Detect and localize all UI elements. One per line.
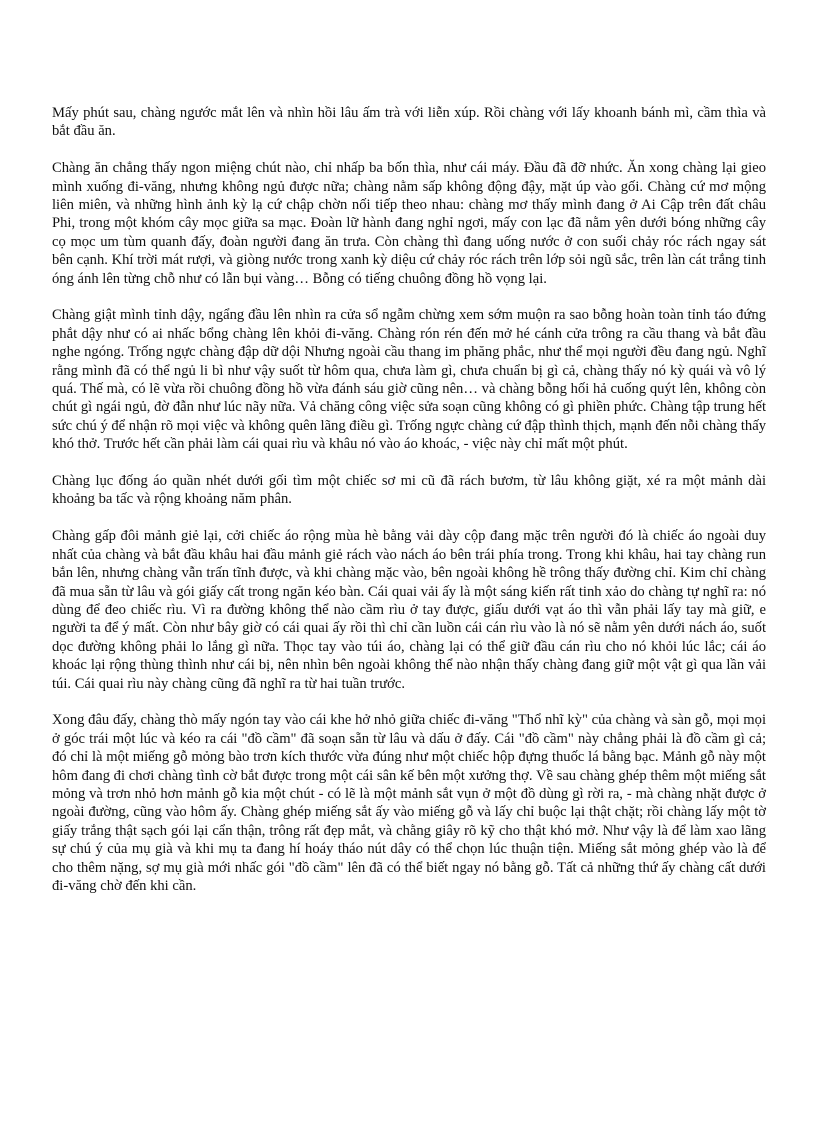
paragraph-2: Chàng ăn chẳng thấy ngon miệng chút nào, chỉ nhấp ba bốn thìa, như cái máy. Đầu đã đỡ nhức. Ăn xong chàng lại gieo mình xuống đi-văng, nhưng không ngủ được nữa; chàng nằm sấp không động đậy, mặt úp vào gối. Chàng cứ mơ mộng liên miên, và những hình ảnh kỳ lạ cứ chập chờn nối tiếp theo nhau: chàng mơ thấy mình đang ở Ai Cập trên đất châu Phi, trong một khóm cây mọc giữa sa mạc. Đoàn lữ hành đang nghỉ ngơi, mấy con lạc đã nằm yên dưới bóng những cây cọ mọc um tùm quanh đấy, đoàn người đang ăn trưa. Còn chàng thì đang uống nước ở con suối chảy róc rách ngay sát bên cạnh. Khí trời mát rượi, và giòng nước trong xanh kỳ diệu cứ chảy róc rách trên lớp sỏi ngũ sắc, trên làn cát trắng tinh óng ánh lên từng chỗ như có lẫn bụi vàng… Bỗng có tiếng chuông đồng hồ vọng lại. (52, 160, 766, 287)
document-page (52, 104, 766, 914)
paragraph-1: Mấy phút sau, chàng ngước mắt lên và nhìn hồi lâu ấm trà với liễn xúp. Rồi chàng với lấy khoanh bánh mì, cầm thìa và bắt đầu ăn. (52, 105, 766, 140)
paragraph-6: Xong đâu đấy, chàng thò mấy ngón tay vào cái khe hở nhỏ giữa chiếc đi-văng "Thổ nhĩ kỳ" của chàng và sàn gỗ, mọi mọi ở góc trái một lúc và kéo ra cái "đồ cầm" đã soạn sẵn từ lâu và dấu ở đấy. Cái "đồ cầm" này chẳng phải là đồ cầm gì cả; đó chỉ là một miếng gỗ mỏng bào trơn kích thước vừa đúng như một chiếc hộp đựng thuốc lá bằng bạc. Mảnh gỗ này một hôm đang đi chơi chàng tình cờ bắt được trong một cái sân kế bên một xưởng thợ. Về sau chàng ghép thêm một miếng sắt mỏng và trơn nhỏ hơn mảnh gỗ kia một chút - có lẽ là một mảnh sắt vụn ở một đồ dùng gì rời ra, - mà chàng nhặt được ở ngoài đường, cũng vào hôm ấy. Chàng ghép miếng sắt ấy vào miếng gỗ và lấy chỉ buộc lại thật chặt; rồi chàng lấy một tờ giấy trắng thật sạch gói lại cẩn thận, trông rất đẹp mắt, và chằng giây rõ kỹ cho thật khó mở. Như vậy là để làm xao lãng sự chú ý của mụ già và khi mụ ta đang hí hoáy tháo nút dây có thể chọn lúc thuận tiện. Miếng sắt mỏng ghép vào là để cho thêm nặng, sợ mụ già mới nhấc gói "đồ cầm" lên đã có thể biết ngay nó bằng gỗ. Tất cả những thứ ấy chàng cất dưới đi-văng chờ đến khi cần. (52, 712, 766, 894)
paragraph-4: Chàng lục đống áo quần nhét dưới gối tìm một chiếc sơ mi cũ đã rách bươm, từ lâu không giặt, xé ra một mảnh dài khoảng ba tấc và rộng khoảng năm phân. (52, 473, 766, 508)
paragraph-5: Chàng gấp đôi mảnh giẻ lại, cởi chiếc áo rộng mùa hè bằng vải dày cộp đang mặc trên người đó là chiếc áo ngoài duy nhất của chàng và bắt đầu khâu hai đầu mảnh giẻ rách vào nách áo bên trái phía trong. Trong khi khâu, hai tay chàng run bắn lên, nhưng chàng vẫn trấn tĩnh được, và khi chàng mặc vào, bên ngoài không hề trông thấy đường chỉ. Kim chỉ chàng đã mua sẵn từ lâu và gói giấy cất trong ngăn kéo bàn. Cái quai vải ấy là một sáng kiến rất tinh xảo do chàng tự nghĩ ra: nó dùng để đeo chiếc rìu. Vì ra đường không thể nào cầm rìu ở tay được, giấu dưới vạt áo thì vẫn phải lấy tay mà giữ, e người ta để ý mất. Còn như bây giờ có cái quai ấy rồi thì chỉ cần luồn cái cán rìu vào là nó sẽ nằm yên dưới nách áo, suốt dọc đường không phải lo lắng gì nữa. Thọc tay vào túi áo, chàng lại có thể giữ đầu cán rìu cho nó khỏi lúc lắc; cái áo khoác lại rộng thùng thình như cái bị, nên nhìn bên ngoài không thể nào nhận thấy chàng đang giữ một vật gì qua lần vải túi. Cái quai rìu này chàng cũng đã nghĩ ra từ hai tuần trước. (52, 528, 766, 692)
paragraph-3: Chàng giật mình tỉnh dậy, ngẩng đầu lên nhìn ra cửa sổ ngẫm chừng xem sớm muộn ra sao bỗng hoàn toàn tỉnh táo đứng phắt dậy như có ai nhấc bổng chàng lên khỏi đi-văng. Chàng rón rén đến mở hé cánh cửa trông ra cầu thang và bắt đầu nghe ngóng. Trống ngực chàng đập dữ dội Nhưng ngoài cầu thang im phăng phắc, như thể mọi người đều đang ngủ. Nghĩ rằng mình đã có thể ngủ li bì như vậy suốt từ hôm qua, chưa làm gì, chưa chuẩn bị gì cả, chàng thấy nó kỳ quái và vô lý quá. Thế mà, có lẽ vừa rồi chuông đồng hồ vừa đánh sáu giờ cũng nên… và chàng bỗng hối hả cuống quýt lên, không còn chút gì ngái ngủ, đờ đẫn như lúc nãy nữa. Vả chăng công việc sửa soạn cũng không có gì phiền phức. Chàng tập trung hết sức chú ý để nhận rõ mọi việc và không quên lãng điều gì. Trống ngực chàng cứ đập thình thịch, mạnh đến nỗi chàng thấy khó thở. Trước hết cần phải làm cái quai rìu và khâu nó vào áo khoác, - việc này chỉ mất một phút. (52, 307, 766, 453)
